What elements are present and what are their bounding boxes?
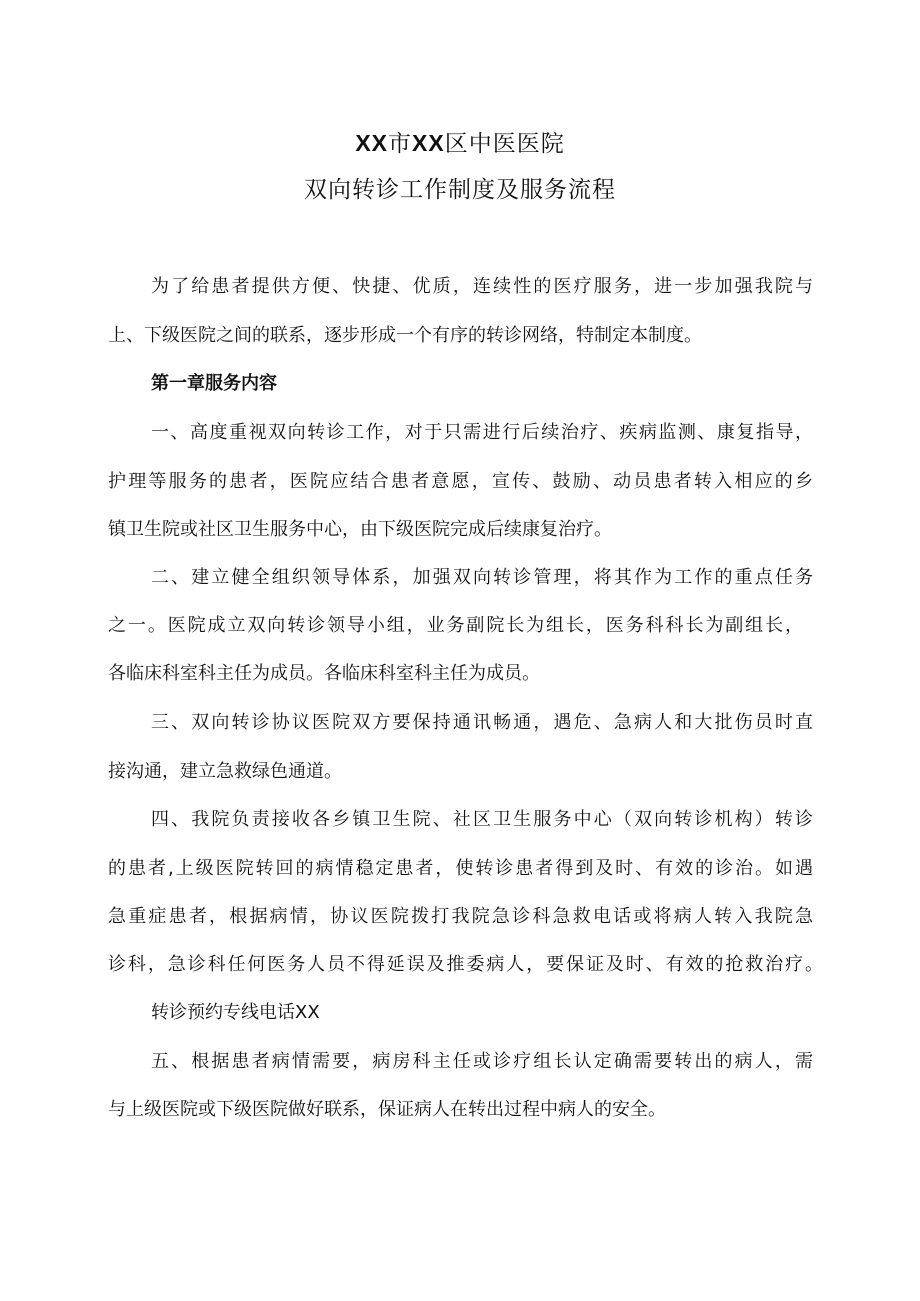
title-hospital-name: 区中医医院: [444, 131, 565, 157]
paragraph-line: 各临床科室科主任为成员。各临床科室科主任为成员。: [108, 663, 540, 684]
paragraph-line: 与上级医院或下级医院做好联系，保证病人在转出过程中病人的安全。: [108, 1099, 666, 1120]
paragraph-line: 二、建立健全组织领导体系，加强双向转诊管理，将其作为工作的重点任务: [151, 567, 813, 588]
hotline-line: 转诊预约专线电话XX: [151, 1002, 320, 1023]
title-city-char: 市: [388, 131, 412, 157]
paragraph-line: 急重症患者，根据病情，协议医院拨打我院急诊科急救电话或将病人转入我院急: [108, 906, 813, 927]
paragraph-line: 的患者,上级医院转回的病情稳定患者，使转诊患者得到及时、有效的诊治。如遇: [108, 858, 813, 879]
paragraph-line: 上、下级医院之间的联系，逐步形成一个有序的转诊网络，特制定本制度。: [108, 325, 702, 346]
document-title-line2: 双向转诊工作制度及服务流程: [304, 177, 616, 203]
document-title-line1: [0, 128, 920, 159]
title-xx-district: XX: [412, 130, 445, 156]
paragraph-line: 镇卫生院或社区卫生服务中心，由下级医院完成后续康复治疗。: [108, 519, 612, 540]
paragraph-line: 为了给患者提供方便、快捷、优质，连续性的医疗服务，进一步加强我院与: [151, 276, 813, 297]
title-xx-city: XX: [355, 130, 388, 156]
chapter-heading: 第一章服务内容: [151, 373, 277, 394]
paragraph-line: 一、高度重视双向转诊工作，对于只需进行后续治疗、疾病监测、康复指导，: [151, 422, 813, 443]
paragraph-line: 之一。医院成立双向转诊领导小组，业务副院长为组长，医务科科长为副组长，: [108, 615, 803, 636]
paragraph-line: 四、我院负责接收各乡镇卫生院、社区卫生服务中心（双向转诊机构）转诊: [151, 809, 813, 830]
paragraph-line: 护理等服务的患者，医院应结合患者意愿，宣传、鼓励、动员患者转入相应的乡: [108, 471, 813, 492]
paragraph-line: 诊科，急诊科任何医务人员不得延误及推委病人，要保证及时、有效的抢救治疗。: [108, 954, 823, 975]
paragraph-line: 接沟通，建立急救绿色通道。: [108, 761, 342, 782]
paragraph-line: 三、双向转诊协议医院双方要保持通讯畅通，遇危、急病人和大批伤员时直: [151, 712, 813, 733]
paragraph-line: 五、根据患者病情需要，病房科主任或诊疗组长认定确需要转出的病人，需: [151, 1051, 813, 1072]
